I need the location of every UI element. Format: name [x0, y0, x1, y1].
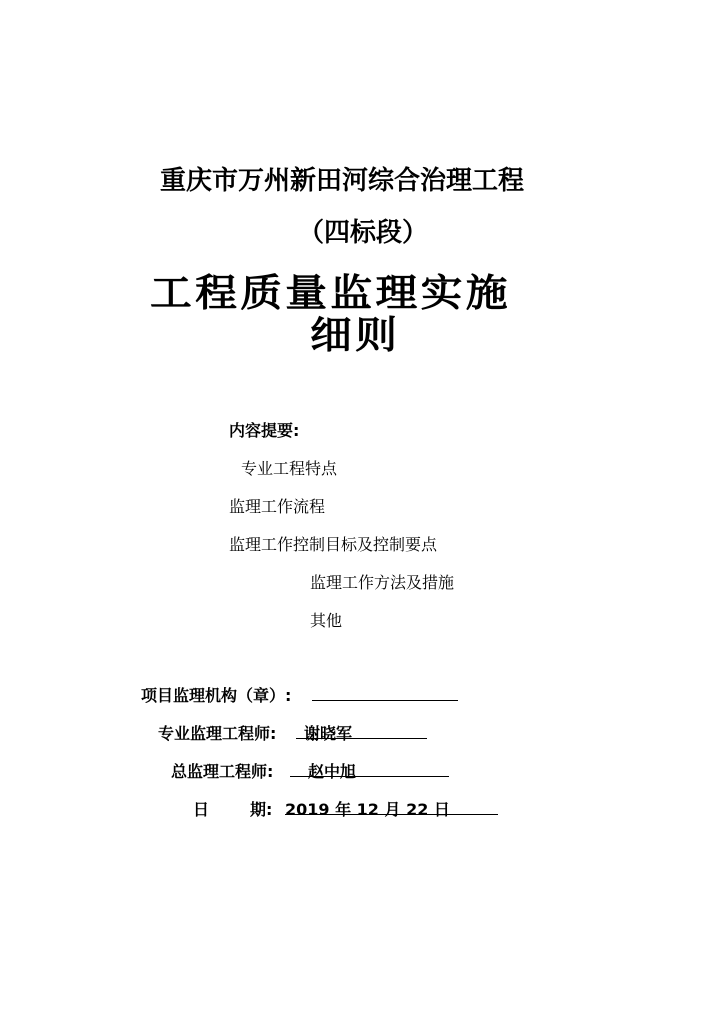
- summary-item: 监理工作方法及措施: [310, 573, 455, 592]
- summary-item: 其他: [310, 611, 343, 630]
- document-title-line-2: 细则: [310, 313, 401, 357]
- date-value: 2019 年 12 月 22 日: [285, 800, 450, 819]
- chief-value: 赵中旭: [308, 762, 357, 781]
- specialist-value: 谢晓军: [304, 724, 353, 743]
- chief-label: 总监理工程师:: [171, 762, 274, 781]
- summary-item: 监理工作流程: [229, 497, 326, 516]
- date-label-char-2: 期:: [250, 800, 273, 819]
- org-label: 项目监理机构（章）:: [141, 686, 292, 705]
- section-title: （四标段）: [298, 218, 429, 248]
- date-label-char-1: 日: [193, 800, 210, 819]
- document-title-line-1: 工程质量监理实施: [150, 271, 511, 315]
- specialist-label: 专业监理工程师:: [158, 724, 277, 743]
- summary-label: 内容提要:: [229, 421, 300, 440]
- summary-item: 专业工程特点: [241, 459, 338, 478]
- summary-item: 监理工作控制目标及控制要点: [229, 535, 438, 554]
- org-underline: [312, 700, 458, 701]
- project-title: 重庆市万州新田河综合治理工程: [160, 166, 525, 196]
